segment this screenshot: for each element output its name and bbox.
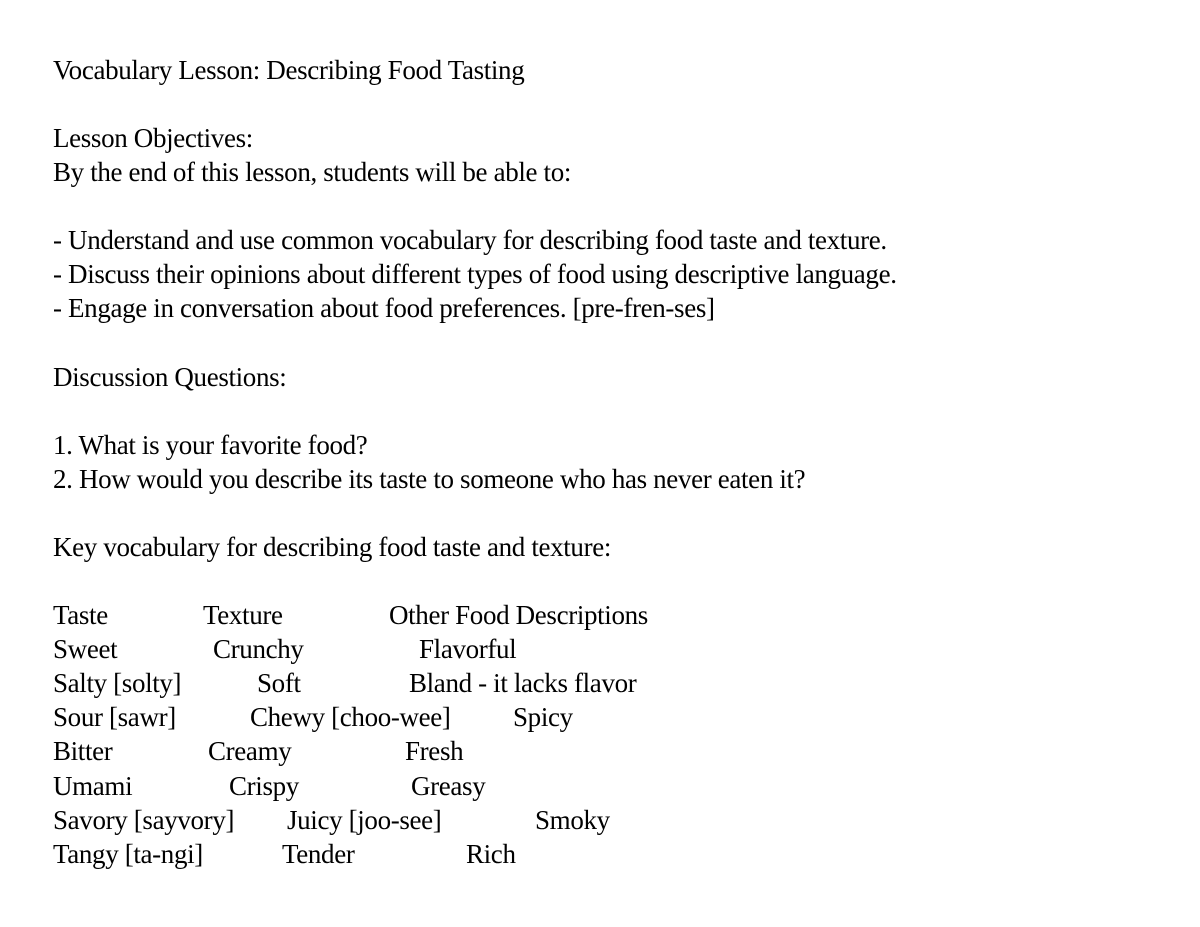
- lesson-title: Vocabulary Lesson: Describing Food Tasting: [53, 55, 525, 85]
- objective-item: - Discuss their opinions about different types of food using descriptive language.: [53, 259, 897, 289]
- discussion-heading: Discussion Questions:: [53, 362, 287, 392]
- vocab-cell: Flavorful: [419, 634, 517, 664]
- vocab-cell: Tangy [ta-ngi]: [53, 839, 203, 869]
- vocab-cell: Bland - it lacks flavor: [409, 668, 637, 698]
- vocab-cell: Sour [sawr]: [53, 702, 176, 732]
- vocab-cell: Salty [solty]: [53, 668, 182, 698]
- vocab-cell: Chewy [choo-wee]: [250, 702, 451, 732]
- objectives-intro: By the end of this lesson, students will be able to:: [53, 157, 571, 187]
- vocab-cell: Umami: [53, 771, 133, 801]
- vocab-cell: Crunchy: [213, 634, 304, 664]
- vocab-header-texture: Texture: [203, 600, 283, 630]
- vocab-cell: Greasy: [411, 771, 486, 801]
- vocab-cell: Soft: [257, 668, 301, 698]
- vocab-cell: Sweet: [53, 634, 118, 664]
- vocab-cell: Creamy: [208, 736, 292, 766]
- vocab-header-taste: Taste: [53, 600, 108, 630]
- objectives-heading: Lesson Objectives:: [53, 123, 253, 153]
- discussion-question: 2. How would you describe its taste to someone who has never eaten it?: [53, 464, 806, 494]
- objective-item: - Understand and use common vocabulary for describing food taste and texture.: [53, 225, 887, 255]
- vocab-cell: Fresh: [405, 736, 464, 766]
- vocab-cell: Bitter: [53, 736, 113, 766]
- vocab-cell: Tender: [282, 839, 355, 869]
- vocab-cell: Spicy: [513, 702, 573, 732]
- vocab-cell: Smoky: [535, 805, 610, 835]
- vocab-cell: Rich: [466, 839, 516, 869]
- vocab-cell: Crispy: [229, 771, 299, 801]
- vocab-heading: Key vocabulary for describing food taste and texture:: [53, 532, 611, 562]
- objective-item: - Engage in conversation about food preferences. [pre-fren-ses]: [53, 293, 715, 323]
- vocab-cell: Juicy [joo-see]: [287, 805, 442, 835]
- vocab-header-other: Other Food Descriptions: [389, 600, 648, 630]
- discussion-question: 1. What is your favorite food?: [53, 430, 368, 460]
- vocab-cell: Savory [sayvory]: [53, 805, 235, 835]
